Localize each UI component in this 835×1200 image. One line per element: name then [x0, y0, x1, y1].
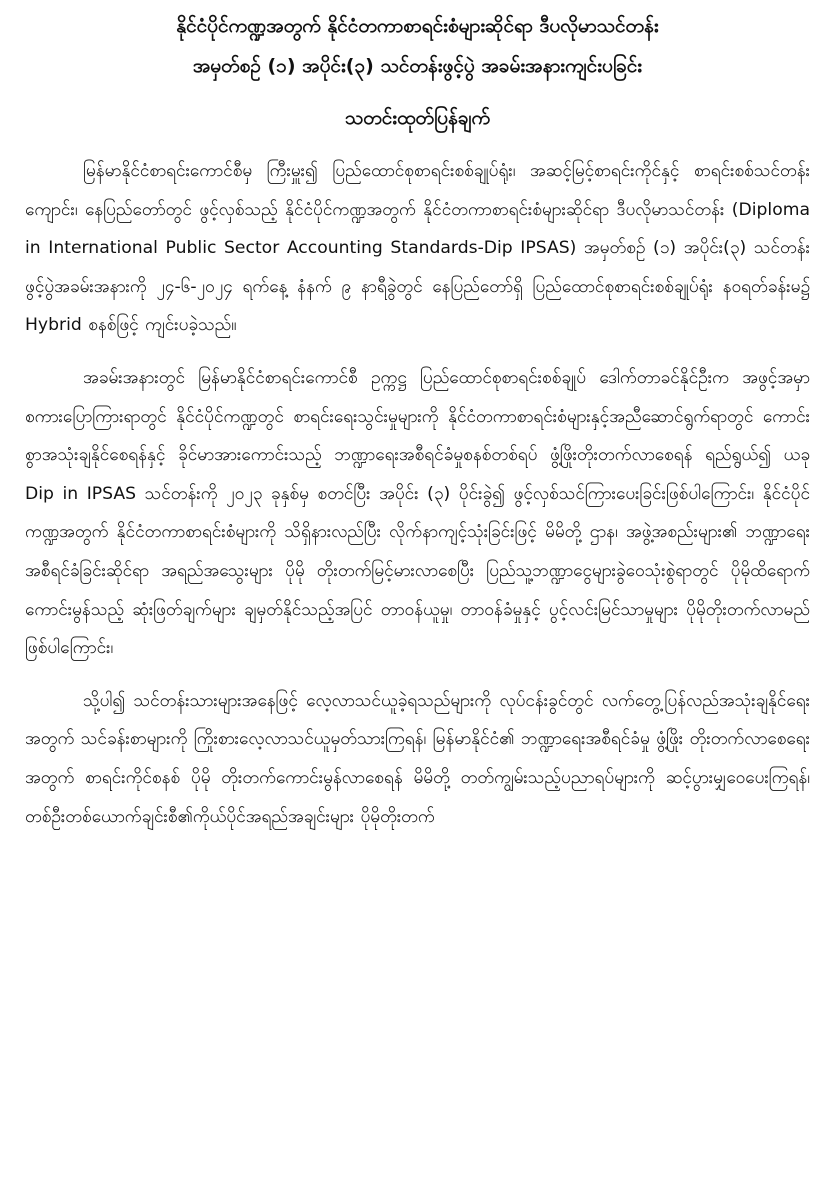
document-title-line-2: အမှတ်စဉ် (၁) အပိုင်း(၃) သင်တန်းဖွင့်ပွဲ အခမ်းအနားကျင်းပခြင်း: [192, 55, 643, 77]
body-paragraph-2: အခမ်းအနားတွင် မြန်မာနိုင်ငံစာရင်းကောင်စီ ဥက္ကဋ္ဌ ပြည်ထောင်စုစာရင်းစစ်ချုပ် ဒေါက်တာခင်နိုင်ဦးက အဖွင့်အမှာစကားပြောကြားရာတွင် နိုင်ငံပိုင်ကဏ္ဍတွင် စာရင်းရေးသွင်းမှုများကို နိုင်ငံတကာစာရင်းစံများနှင့်အညီဆောင်ရွက်ရာတွင် ကောင်းစွာအသုံးချနိုင်စေရန်နှင့် ခိုင်မာအားကောင်းသည့် ဘဏ္ဍာရေးအစီရင်ခံမှုစနစ်တစ်ရပ် ဖွံ့ဖြိုးတိုးတက်လာစေရန် ရည်ရွယ်၍ ယခု Dip in IPSAS သင်တန်းကို ၂၀၂၃ ခုနှစ်မှ စတင်ပြီး အပိုင်း (၃) ပိုင်းခွဲ၍ ဖွင့်လှစ်သင်ကြားပေးခြင်းဖြစ်ပါကြောင်း၊ နိုင်ငံပိုင်ကဏ္ဍအတွက် နိုင်ငံတကာစာရင်းစံများကို သိရှိနားလည်ပြီး လိုက်နာကျင့်သုံးခြင်းဖြင့် မိမိတို့ ဌာန၊ အဖွဲ့အစည်းများ၏ ဘဏ္ဍာရေး အစီရင်ခံခြင်းဆိုင်ရာ အရည်အသွေးများ ပိုမို တိုးတက်မြင့်မားလာစေပြီး ပြည်သူ့ဘဏ္ဍာငွေများခွဲဝေသုံးစွဲရာတွင် ပိုမိုထိရောက်ကောင်းမွန်သည့် ဆုံးဖြတ်ချက်များ ချမှတ်နိုင်သည့်အပြင် တာဝန်ယူမှု၊ တာဝန်ခံမှုနှင့် ပွင့်လင်းမြင်သာမှုများ ပိုမိုတိုးတက်လာမည် ဖြစ်ပါကြောင်း၊: [25, 367, 810, 659]
document-title-line-1: နိုင်ငံပိုင်ကဏ္ဍအတွက် နိုင်ငံတကာစာရင်းစံများဆိုင်ရာ ဒီပလိုမာသင်တန်း: [176, 15, 659, 37]
document-subtitle: သတင်းထုတ်ပြန်ချက်: [344, 107, 491, 129]
body-paragraph-3: သို့ပါ၍ သင်တန်းသားများအနေဖြင့် လေ့လာသင်ယူခဲ့ရသည်များကို လုပ်ငန်းခွင်တွင် လက်တွေ့ပြန်လည်အသုံးချနိုင်ရေးအတွက် သင်ခန်းစာများကို ကြိုးစားလေ့လာသင်ယူမှတ်သားကြရန်၊ မြန်မာနိုင်ငံ၏ ဘဏ္ဍာရေးအစီရင်ခံမှု ဖွံ့ဖြိုး တိုးတက်လာစေရေးအတွက် စာရင်းကိုင်စနစ် ပိုမို တိုးတက်ကောင်းမွန်လာစေရန် မိမိတို့ တတ်ကျွမ်းသည့်ပညာရပ်များကို ဆင့်ပွားမျှဝေပေးကြရန်၊တစ်ဦးတစ်ယောက်ချင်းစီ၏ကိုယ်ပိုင်အရည်အချင်းများ ပိုမိုတိုးတက်: [25, 690, 811, 827]
body-paragraph-1: မြန်မာနိုင်ငံစာရင်းကောင်စီမှ ကြီးမှူး၍ ပြည်ထောင်စုစာရင်းစစ်ချုပ်ရုံး၊ အဆင့်မြင့်စာရင်းကိုင်နှင့် စာရင်းစစ်သင်တန်းကျောင်း၊ နေပြည်တော်တွင် ဖွင့်လှစ်သည့် နိုင်ငံပိုင်ကဏ္ဍအတွက် နိုင်ငံတကာစာရင်းစံများဆိုင်ရာ ဒီပလိုမာသင်တန်း (Diploma in International Public Sector Accounting Standards-Dip IPSAS) အမှတ်စဉ် (၁) အပိုင်း(၃) သင်တန်းဖွင့်ပွဲအခမ်းအနားကို ၂၄-၆-၂၀၂၄ ရက်နေ့ နံနက် ၉ နာရီခွဲတွင် နေပြည်တော်ရှိ ပြည်ထောင်စုစာရင်းစစ်ချုပ်ရုံး နဝရတ်ခန်းမ၌ Hybrid စနစ်ဖြင့် ကျင်းပခဲ့သည်။: [25, 161, 810, 336]
